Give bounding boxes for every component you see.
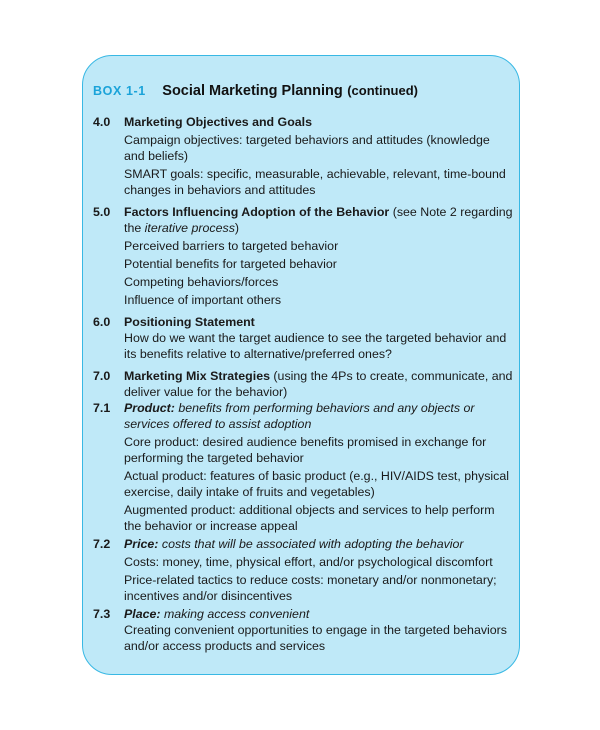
list-item: Price-related tactics to reduce costs: monetary and/or nonmonetary; incentives and/or disincentives bbox=[124, 573, 497, 603]
section-heading: Marketing Mix Strategies bbox=[124, 369, 270, 383]
section-lead: Price: bbox=[124, 537, 159, 551]
list-item: Augmented product: additional objects and services to help perform the behavior or increase appeal bbox=[124, 503, 495, 533]
section-lead-text: making access convenient bbox=[160, 607, 310, 621]
section-heading: Marketing Objectives and Goals bbox=[124, 115, 312, 129]
section-heading-note-end: ) bbox=[234, 221, 240, 235]
box-content bbox=[93, 114, 513, 654]
section-4-0 bbox=[93, 114, 513, 198]
list-item: Competing behaviors/forces bbox=[124, 275, 279, 289]
section-number: 5.0 bbox=[93, 205, 111, 219]
box-header bbox=[93, 82, 418, 100]
section-heading-note-italic: iterative process bbox=[144, 221, 235, 235]
list-item: Influence of important others bbox=[124, 293, 282, 307]
list-item: Creating convenient opportunities to engage in the targeted behaviors and/or access products and services bbox=[124, 623, 507, 653]
section-heading-note: (using the 4Ps to create, communicate, and deliver value for the behavior) bbox=[124, 369, 513, 399]
list-item: Potential benefits for targeted behavior bbox=[124, 257, 337, 271]
list-item: Campaign objectives: targeted behaviors and attitudes (knowledge and beliefs) bbox=[124, 133, 490, 163]
section-heading-line bbox=[124, 368, 513, 400]
box-label: BOX 1-1 bbox=[93, 84, 146, 98]
section-lead-line bbox=[124, 400, 513, 432]
section-heading: Positioning Statement bbox=[124, 315, 255, 329]
box-1-1 bbox=[82, 55, 520, 675]
section-5-0 bbox=[93, 204, 513, 308]
section-heading: Factors Influencing Adoption of the Behavior bbox=[124, 205, 390, 219]
list-item: SMART goals: specific, measurable, achievable, relevant, time-bound changes in behaviors and attitudes bbox=[124, 167, 506, 197]
section-lead-text: benefits from performing behaviors and any objects or services offered to assist adoption bbox=[124, 401, 475, 431]
box-continued: (continued) bbox=[347, 83, 418, 98]
section-text: How do we want the target audience to see the targeted behavior and its benefits relative to alternative/preferred ones? bbox=[124, 331, 507, 361]
section-7-2 bbox=[93, 536, 513, 604]
list-item: Actual product: features of basic product (e.g., HIV/AIDS test, physical exercise, daily intake of fruits and vegetables) bbox=[124, 469, 509, 499]
list-item: Core product: desired audience benefits promised in exchange for performing the targeted behavior bbox=[124, 435, 487, 465]
list-item: Costs: money, time, physical effort, and/or psychological discomfort bbox=[124, 555, 493, 569]
section-number: 4.0 bbox=[93, 115, 111, 129]
list-item: Perceived barriers to targeted behavior bbox=[124, 239, 339, 253]
section-number: 6.0 bbox=[93, 315, 111, 329]
section-number: 7.3 bbox=[93, 607, 111, 621]
section-lead-line bbox=[124, 536, 513, 552]
section-6-0 bbox=[93, 314, 513, 362]
section-7-0 bbox=[93, 368, 513, 400]
box-title: Social Marketing Planning bbox=[162, 83, 343, 99]
section-7-1 bbox=[93, 400, 513, 534]
section-lead-line bbox=[124, 606, 513, 622]
section-heading-note: (see Note 2 regarding the bbox=[124, 205, 513, 235]
section-number: 7.0 bbox=[93, 369, 111, 383]
section-7-3 bbox=[93, 606, 513, 654]
section-lead: Place: bbox=[124, 607, 161, 621]
section-number: 7.2 bbox=[93, 537, 111, 551]
section-lead-text: costs that will be associated with adopting the behavior bbox=[158, 537, 464, 551]
section-number: 7.1 bbox=[93, 401, 111, 415]
section-heading-line bbox=[124, 204, 513, 236]
section-lead: Product: bbox=[124, 401, 175, 415]
